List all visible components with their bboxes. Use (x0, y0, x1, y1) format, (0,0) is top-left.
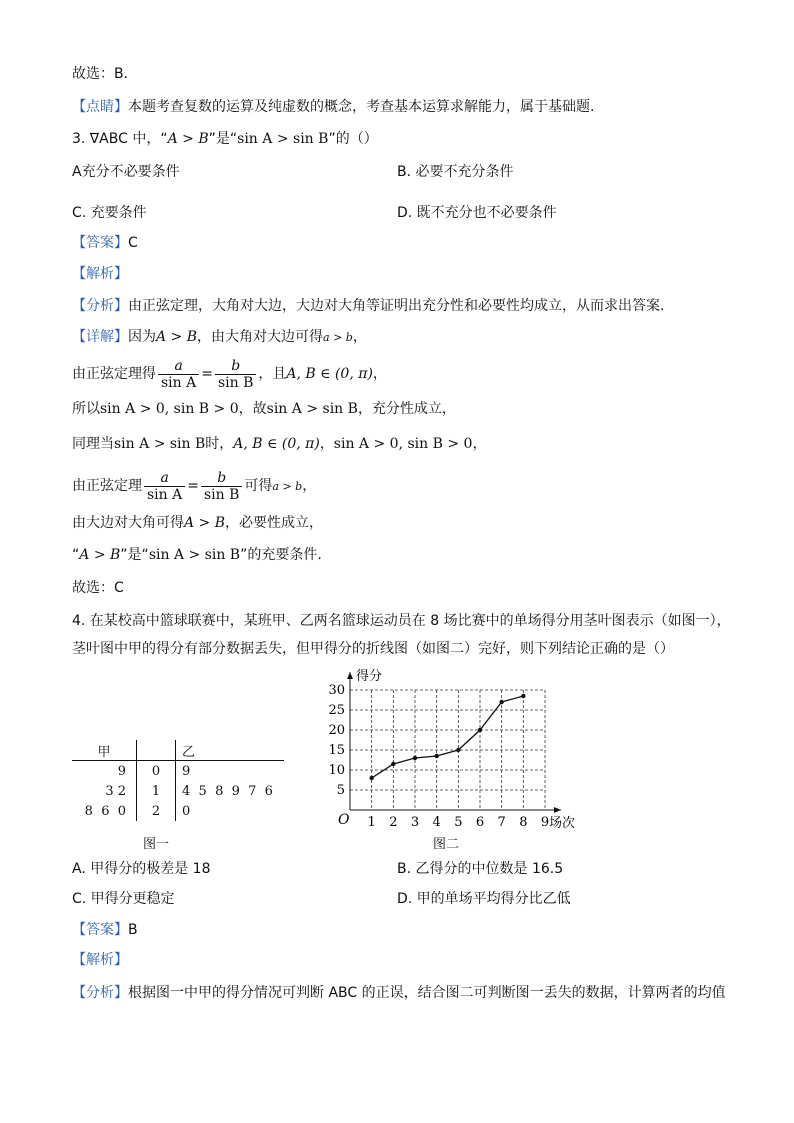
data-point (413, 756, 417, 760)
data-point (391, 762, 395, 766)
stem-row: 9 0 9 (72, 761, 284, 782)
data-point (499, 700, 503, 704)
q3-option-a: A充分不必要条件 (72, 164, 180, 180)
stem-leaf-caption: 图一 (143, 837, 170, 852)
data-point (521, 694, 525, 698)
x-tick-label: 4 (432, 815, 441, 830)
x-tick-label: 8 (519, 815, 528, 830)
answer-tag: 【答案】 (72, 235, 128, 251)
y-tick-label: 10 (328, 763, 345, 778)
origin-label: O (338, 812, 350, 828)
q4-fenxi: 【分析】根据图一中甲的得分情况可判断 ABC 的正误，结合图二可判断图一丢失的数据，计算两者的均值 (72, 985, 726, 1001)
data-point (478, 728, 482, 732)
score-line-chart (320, 665, 600, 835)
stem-row: 8 6 0 2 0 (72, 801, 284, 821)
q3-necessity: 由大边对大角可得A > B，必要性成立， (72, 515, 324, 531)
data-point (434, 754, 438, 758)
line-dianjing: 【点睛】本题考查复数的运算及纯虚数的概念，考查基本运算求解能力，属于基础题. (72, 99, 595, 115)
q4-stem-line1: 4. 在某校高中篮球联赛中，某班甲、乙两名篮球运动员在 8 场比赛中的单场得分用茎叶图表示（如图一）， (72, 613, 731, 629)
stem-row: 3 2 1 4 5 8 9 7 6 (72, 781, 284, 801)
q4-option-a: A. 甲得分的极差是 18 (72, 861, 211, 877)
x-tick-label: 6 (475, 815, 485, 830)
y-tick-label: 20 (328, 723, 345, 738)
dianjing-tag: 【点睛】 (72, 99, 128, 115)
q4-option-d: D. 甲的单场平均得分比乙低 (397, 891, 571, 907)
q3-choice: 故选：C (72, 580, 124, 596)
y-tick-label: 25 (328, 703, 345, 718)
line-conclusion-prev: 故选：B. (72, 66, 129, 82)
x-tick-label: 5 (454, 815, 463, 830)
line-chart-caption: 图二 (433, 837, 460, 852)
q3-sine-law-1: 由正弦定理得 $\frac{a}{\text{sin A}}$ = $\frac{b}{\text{sin B}}$ ，且A, B ∈ (0, π)， (72, 357, 387, 391)
y-axis-arrow (347, 672, 353, 679)
q3-option-b: B. 必要不充分条件 (397, 164, 514, 180)
q3-answer: 【答案】C (72, 235, 138, 251)
q4-answer: 【答案】B (72, 922, 138, 938)
q4-option-c: C. 甲得分更稳定 (72, 891, 175, 907)
y-tick-label: 30 (328, 683, 345, 698)
x-tick-label: 3 (410, 815, 420, 830)
x-axis-label: 场次 (549, 816, 576, 831)
q3-sufficiency: 所以sin A > 0, sin B > 0，故sin A > sin B，充分性成立， (72, 401, 456, 417)
q3-option-d: D. 既不充分也不必要条件 (397, 205, 557, 221)
y-tick-label: 15 (328, 743, 345, 758)
q3-converse: 同理当sin A > sin B时，A, B ∈ (0, π)，sin A > 0, sin B > 0， (72, 436, 487, 452)
x-tick-label: 7 (497, 815, 506, 830)
x-tick-label: 2 (389, 815, 398, 830)
x-axis-arrow (554, 807, 561, 813)
data-point (456, 748, 460, 752)
q4-stem-line2: 茎叶图中甲的得分有部分数据丢失，但甲得分的折线图（如图二）完好，则下列结论正确的是（） (72, 641, 674, 657)
x-tick-label: 9 (540, 815, 550, 830)
y-tick-label: 5 (336, 783, 345, 798)
q3-conclusion: “A > B”是“sin A > sin B”的充要条件. (72, 547, 322, 563)
stem-head-left: 甲 (72, 740, 137, 761)
q3-stem: 3. ∇ABC 中，“A > B”是“sin A > sin B”的（） (72, 131, 378, 147)
x-tick-label: 1 (367, 815, 376, 830)
stem-leaf-plot (72, 740, 284, 821)
q3-sine-law-2: 由正弦定理 $\frac{a}{\text{sin A}}$ = $\frac{b}{\text{sin B}}$ 可得a > b， (72, 469, 317, 503)
q3-jiexi: 【解析】 (72, 266, 128, 282)
q3-fenxi: 【分析】由正弦定理，大角对大边，大边对大角等证明出充分性和必要性均成立，从而求出答案. (72, 298, 665, 314)
q4-option-b: B. 乙得分的中位数是 16.5 (397, 861, 564, 877)
stem-head-right: 乙 (176, 740, 285, 761)
q4-jiexi: 【解析】 (72, 952, 128, 968)
data-point (369, 776, 373, 780)
q3-xiangjie: 【详解】因为A > B，由大角对大边可得a > b， (72, 329, 367, 345)
y-axis-label: 得分 (356, 669, 383, 684)
q3-option-c: C. 充要条件 (72, 205, 147, 221)
